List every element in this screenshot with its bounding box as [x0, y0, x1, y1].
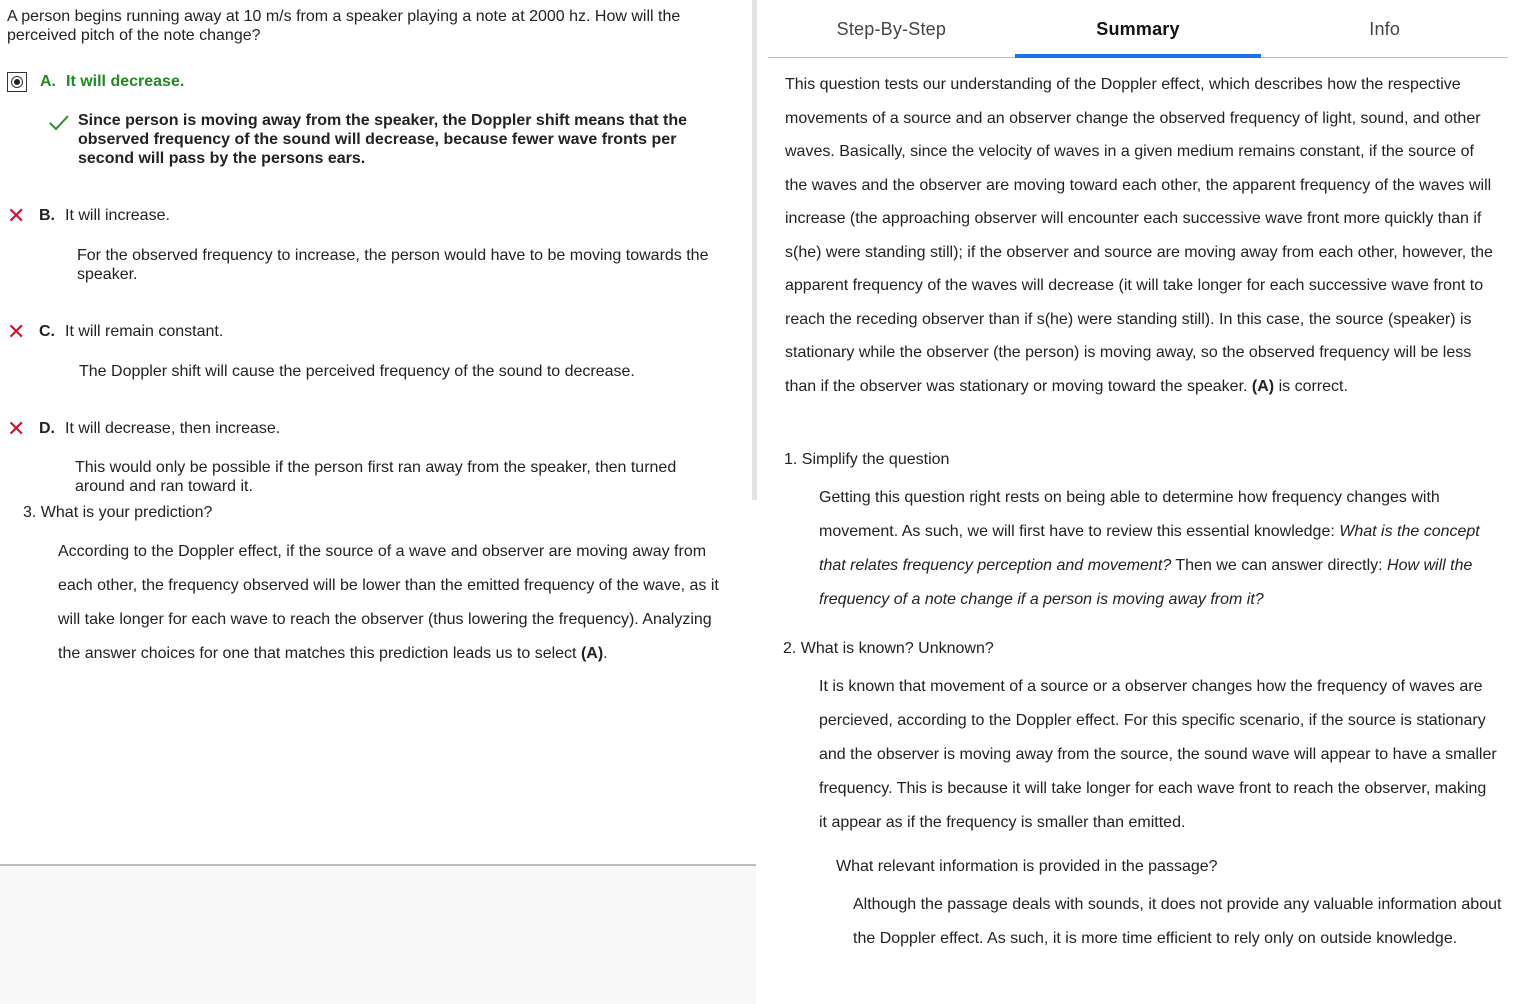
tab-info[interactable]: Info — [1369, 19, 1401, 39]
choice-b[interactable] — [7, 203, 170, 228]
explanation-pane — [768, 0, 1508, 1004]
step-1-heading: 1. Simplify the question — [784, 451, 950, 468]
tab-summary[interactable]: Summary — [1015, 0, 1262, 57]
incorrect-x-icon: ✕ — [7, 416, 26, 441]
choice-d-letter: D. — [39, 420, 55, 437]
tab-step-by-step[interactable]: Step-By-Step — [836, 19, 947, 39]
selected-radio-icon[interactable] — [7, 72, 27, 92]
prediction-end: . — [603, 645, 608, 662]
choice-d-text: It will decrease, then increase. — [65, 420, 281, 437]
incorrect-x-icon: ✕ — [7, 319, 26, 344]
choice-a-letter: A. — [40, 73, 56, 90]
choice-d-explanation: This would only be possible if the person first ran away from the speaker, then turned around and ran toward it. — [75, 459, 677, 495]
step-1-italic-2: How will the frequency of a note change if a person is moving away from it? — [819, 557, 1473, 608]
scrollbar[interactable] — [752, 0, 757, 500]
choice-a-explanation: Since person is moving away from the speaker, the Doppler shift means that the observed frequency of the sound will decrease, because fewer wave fronts per second will pass by the persons ears. — [78, 112, 688, 167]
incorrect-x-icon: ✕ — [7, 203, 26, 228]
choice-b-text: It will increase. — [65, 207, 170, 224]
prediction-body — [58, 535, 726, 671]
prediction-heading: 3. What is your prediction? — [23, 504, 213, 521]
step-1-body — [819, 481, 1497, 617]
tab-bar — [768, 0, 1508, 58]
step-2-subheading: What relevant information is provided in the passage? — [836, 858, 1218, 875]
summary-body: This question tests our understanding of the Doppler effect, which describes how the respective movements of a source and an observer change the observed frequency of light, sound, and other waves. Basically, since the velocity of waves in a given medium remains constant, if the source of the waves and the observer are moving toward each other, the apparent frequency of the waves will increase (the approaching observer will encounter each successive wave front more quickly than if s(he) were standing still); if the observer and source are moving away from each other, however, the apparent frequency of the waves will decrease (it will take longer for each successive wave front to reach the receding observer than if s(he) were standing still). In this case, the source (speaker) is stationary while the observer (the person) is moving away, so the observed frequency will be less than if the observer was stationary or moving toward the speaker. — [785, 76, 1493, 395]
empty-panel — [0, 866, 756, 1004]
summary-text — [785, 68, 1497, 403]
prediction-answer: (A) — [580, 645, 604, 662]
summary-answer: (A) — [1251, 377, 1275, 395]
step-2-heading: 2. What is known? Unknown? — [783, 640, 994, 657]
question-text: A person begins running away at 10 m/s from a speaker playing a note at 2000 hz. How will the perceived pitch of the note change? — [7, 8, 681, 44]
question-pane — [0, 0, 756, 866]
choice-a-text: It will decrease. — [66, 73, 185, 90]
choice-a[interactable] — [7, 72, 184, 92]
choice-b-explanation: For the observed frequency to increase, the person would have to be moving towards the speaker. — [77, 247, 709, 283]
choice-b-letter: B. — [39, 207, 55, 224]
summary-end: is correct. — [1274, 377, 1348, 395]
prediction-text: According to the Doppler effect, if the source of a wave and observer are moving away from each other, the frequency observed will be lower than the emitted frequency of the wave, as it will take longer for each wave to reach the observer (thus lowering the frequency). Analyzing the answer choices for one that matches this prediction leads us to select — [58, 543, 719, 662]
step-1-text: Getting this question right rests on being able to determine how frequency changes with movement. As such, we will first have to review this essential knowledge: — [819, 489, 1440, 540]
step-2-subbody: Although the passage deals with sounds, it does not provide any valuable information about the Doppler effect. As such, it is more time efficient to rely only on outside knowledge. — [853, 896, 1502, 947]
choice-c-letter: C. — [39, 323, 55, 340]
choice-d[interactable] — [7, 416, 281, 441]
choice-c[interactable] — [7, 319, 224, 344]
step-1-middle: Then we can answer directly: — [1171, 557, 1388, 574]
choice-c-text: It will remain constant. — [65, 323, 224, 340]
step-1-italic-1: What is the concept that relates frequency perception and movement? — [819, 523, 1480, 574]
choice-c-explanation: The Doppler shift will cause the perceived frequency of the sound to decrease. — [79, 363, 635, 380]
check-icon — [48, 114, 70, 132]
step-2-body: It is known that movement of a source or a observer changes how the frequency of waves are percieved, according to the Doppler effect. For this specific scenario, if the source is stationary and the observer is moving away from the source, the sound wave will appear to have a smaller frequency. This is because it will take longer for each wave front to reach the observer, making it appear as if the frequency is smaller than emitted. — [819, 678, 1497, 831]
